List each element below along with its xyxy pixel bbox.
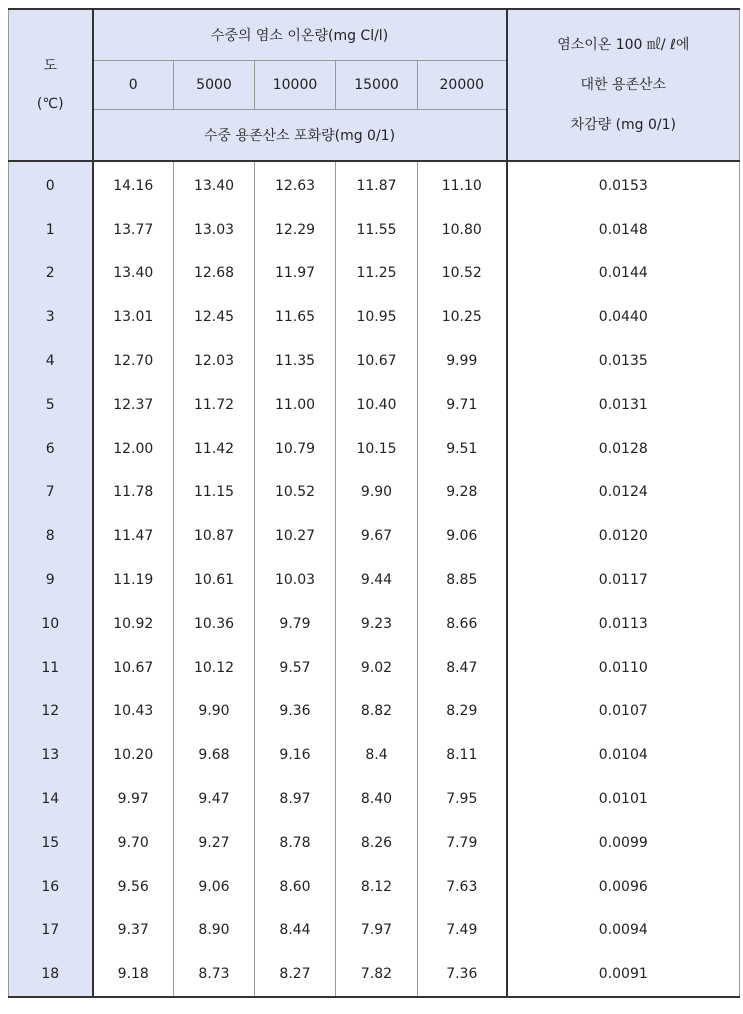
saturation-cell: 11.00 bbox=[255, 383, 336, 427]
saturation-cell: 8.11 bbox=[418, 733, 507, 777]
saturation-cell: 8.29 bbox=[418, 690, 507, 734]
saturation-cell: 10.27 bbox=[255, 514, 336, 558]
decrease-cell: 0.0148 bbox=[507, 208, 740, 252]
saturation-cell: 7.49 bbox=[418, 909, 507, 953]
decrease-cell: 0.0135 bbox=[507, 339, 740, 383]
decrease-header-line3: 차감량 (mg 0/1) bbox=[570, 117, 677, 133]
saturation-cell: 13.03 bbox=[174, 208, 255, 252]
temperature-cell: 2 bbox=[9, 252, 93, 296]
temperature-cell: 7 bbox=[9, 471, 93, 515]
saturation-cell: 9.18 bbox=[93, 952, 174, 997]
saturation-cell: 9.47 bbox=[174, 777, 255, 821]
decrease-cell: 0.0144 bbox=[507, 252, 740, 296]
saturation-cell: 9.51 bbox=[418, 427, 507, 471]
saturation-cell: 8.97 bbox=[255, 777, 336, 821]
table-row bbox=[9, 295, 740, 339]
saturation-cell: 13.40 bbox=[93, 252, 174, 296]
decrease-cell: 0.0440 bbox=[507, 295, 740, 339]
saturation-cell: 10.95 bbox=[336, 295, 418, 339]
saturation-cell: 9.90 bbox=[336, 471, 418, 515]
saturation-cell: 13.40 bbox=[174, 161, 255, 208]
decrease-cell: 0.0107 bbox=[507, 690, 740, 734]
table-row bbox=[9, 690, 740, 734]
saturation-cell: 12.68 bbox=[174, 252, 255, 296]
saturation-cell: 7.79 bbox=[418, 821, 507, 865]
table-row bbox=[9, 733, 740, 777]
temperature-cell: 18 bbox=[9, 952, 93, 997]
chloride-level-header: 5000 bbox=[174, 61, 255, 110]
table-row bbox=[9, 777, 740, 821]
saturation-cell: 12.63 bbox=[255, 161, 336, 208]
table-row bbox=[9, 161, 740, 208]
temperature-cell: 8 bbox=[9, 514, 93, 558]
decrease-cell: 0.0113 bbox=[507, 602, 740, 646]
temperature-cell: 11 bbox=[9, 646, 93, 690]
saturation-cell: 9.28 bbox=[418, 471, 507, 515]
decrease-header bbox=[507, 9, 740, 161]
table-row bbox=[9, 339, 740, 383]
table-row bbox=[9, 821, 740, 865]
decrease-cell: 0.0104 bbox=[507, 733, 740, 777]
chloride-group-header: 수중의 염소 이온량(mg Cl/l) bbox=[93, 9, 507, 61]
saturation-cell: 9.06 bbox=[418, 514, 507, 558]
table-row bbox=[9, 514, 740, 558]
decrease-cell: 0.0117 bbox=[507, 558, 740, 602]
saturation-cell: 9.23 bbox=[336, 602, 418, 646]
oxygen-saturation-table bbox=[8, 8, 740, 998]
saturation-cell: 11.15 bbox=[174, 471, 255, 515]
temperature-cell: 6 bbox=[9, 427, 93, 471]
saturation-cell: 10.12 bbox=[174, 646, 255, 690]
saturation-cell: 12.37 bbox=[93, 383, 174, 427]
decrease-cell: 0.0120 bbox=[507, 514, 740, 558]
table-container bbox=[8, 8, 739, 998]
saturation-cell: 7.97 bbox=[336, 909, 418, 953]
saturation-cell: 8.82 bbox=[336, 690, 418, 734]
saturation-cell: 10.20 bbox=[93, 733, 174, 777]
saturation-cell: 11.25 bbox=[336, 252, 418, 296]
table-header bbox=[9, 9, 740, 161]
temperature-cell: 15 bbox=[9, 821, 93, 865]
saturation-cell: 10.79 bbox=[255, 427, 336, 471]
table-row bbox=[9, 383, 740, 427]
saturation-cell: 9.79 bbox=[255, 602, 336, 646]
saturation-cell: 8.44 bbox=[255, 909, 336, 953]
decrease-cell: 0.0099 bbox=[507, 821, 740, 865]
saturation-cell: 8.40 bbox=[336, 777, 418, 821]
saturation-cell: 9.16 bbox=[255, 733, 336, 777]
table-row bbox=[9, 252, 740, 296]
table-row bbox=[9, 427, 740, 471]
saturation-cell: 10.52 bbox=[255, 471, 336, 515]
temperature-cell: 1 bbox=[9, 208, 93, 252]
saturation-cell: 8.12 bbox=[336, 865, 418, 909]
saturation-cell: 13.77 bbox=[93, 208, 174, 252]
chloride-level-header: 0 bbox=[93, 61, 174, 110]
saturation-cell: 9.06 bbox=[174, 865, 255, 909]
saturation-cell: 10.15 bbox=[336, 427, 418, 471]
temperature-cell: 13 bbox=[9, 733, 93, 777]
table-row bbox=[9, 602, 740, 646]
saturation-cell: 8.90 bbox=[174, 909, 255, 953]
saturation-cell: 8.26 bbox=[336, 821, 418, 865]
saturation-header: 수중 용존산소 포화량(mg 0/1) bbox=[93, 110, 507, 162]
saturation-cell: 7.36 bbox=[418, 952, 507, 997]
saturation-cell: 11.19 bbox=[93, 558, 174, 602]
saturation-cell: 8.4 bbox=[336, 733, 418, 777]
saturation-cell: 9.90 bbox=[174, 690, 255, 734]
temperature-cell: 4 bbox=[9, 339, 93, 383]
saturation-cell: 9.37 bbox=[93, 909, 174, 953]
saturation-cell: 11.10 bbox=[418, 161, 507, 208]
decrease-cell: 0.0096 bbox=[507, 865, 740, 909]
saturation-cell: 10.40 bbox=[336, 383, 418, 427]
temperature-header bbox=[9, 9, 93, 161]
saturation-cell: 9.67 bbox=[336, 514, 418, 558]
temperature-cell: 12 bbox=[9, 690, 93, 734]
decrease-cell: 0.0110 bbox=[507, 646, 740, 690]
table-body bbox=[9, 161, 740, 997]
saturation-cell: 9.70 bbox=[93, 821, 174, 865]
decrease-cell: 0.0101 bbox=[507, 777, 740, 821]
saturation-cell: 7.82 bbox=[336, 952, 418, 997]
saturation-cell: 7.95 bbox=[418, 777, 507, 821]
saturation-cell: 9.56 bbox=[93, 865, 174, 909]
saturation-cell: 8.27 bbox=[255, 952, 336, 997]
saturation-cell: 9.27 bbox=[174, 821, 255, 865]
saturation-cell: 8.47 bbox=[418, 646, 507, 690]
temperature-cell: 0 bbox=[9, 161, 93, 208]
saturation-cell: 13.01 bbox=[93, 295, 174, 339]
saturation-cell: 10.25 bbox=[418, 295, 507, 339]
saturation-cell: 10.03 bbox=[255, 558, 336, 602]
temperature-cell: 3 bbox=[9, 295, 93, 339]
saturation-cell: 9.44 bbox=[336, 558, 418, 602]
saturation-cell: 10.67 bbox=[93, 646, 174, 690]
temperature-cell: 14 bbox=[9, 777, 93, 821]
table-row bbox=[9, 558, 740, 602]
table-row bbox=[9, 909, 740, 953]
decrease-cell: 0.0153 bbox=[507, 161, 740, 208]
saturation-cell: 14.16 bbox=[93, 161, 174, 208]
decrease-header-line2: 대한 용존산소 bbox=[580, 77, 667, 93]
saturation-cell: 11.65 bbox=[255, 295, 336, 339]
saturation-cell: 7.63 bbox=[418, 865, 507, 909]
chloride-level-header: 20000 bbox=[418, 61, 507, 110]
saturation-cell: 8.66 bbox=[418, 602, 507, 646]
saturation-cell: 10.43 bbox=[93, 690, 174, 734]
saturation-cell: 11.35 bbox=[255, 339, 336, 383]
chloride-level-header: 15000 bbox=[336, 61, 418, 110]
decrease-cell: 0.0131 bbox=[507, 383, 740, 427]
saturation-cell: 9.68 bbox=[174, 733, 255, 777]
saturation-cell: 9.36 bbox=[255, 690, 336, 734]
saturation-cell: 9.99 bbox=[418, 339, 507, 383]
saturation-cell: 12.29 bbox=[255, 208, 336, 252]
decrease-cell: 0.0128 bbox=[507, 427, 740, 471]
saturation-cell: 10.92 bbox=[93, 602, 174, 646]
saturation-cell: 12.03 bbox=[174, 339, 255, 383]
saturation-cell: 8.60 bbox=[255, 865, 336, 909]
saturation-cell: 10.80 bbox=[418, 208, 507, 252]
temperature-header-line1: 도 bbox=[43, 58, 58, 74]
temperature-header-line2: (℃) bbox=[36, 96, 64, 112]
decrease-header-line1: 염소이온 100 ㎖/ ℓ에 bbox=[557, 37, 690, 53]
saturation-cell: 12.45 bbox=[174, 295, 255, 339]
temperature-cell: 16 bbox=[9, 865, 93, 909]
table-row bbox=[9, 865, 740, 909]
saturation-cell: 10.52 bbox=[418, 252, 507, 296]
saturation-cell: 11.55 bbox=[336, 208, 418, 252]
saturation-cell: 11.72 bbox=[174, 383, 255, 427]
saturation-cell: 11.97 bbox=[255, 252, 336, 296]
table-row bbox=[9, 952, 740, 997]
saturation-cell: 12.70 bbox=[93, 339, 174, 383]
temperature-cell: 10 bbox=[9, 602, 93, 646]
saturation-cell: 9.02 bbox=[336, 646, 418, 690]
decrease-cell: 0.0124 bbox=[507, 471, 740, 515]
saturation-cell: 11.42 bbox=[174, 427, 255, 471]
saturation-cell: 10.36 bbox=[174, 602, 255, 646]
saturation-cell: 10.61 bbox=[174, 558, 255, 602]
table-row bbox=[9, 471, 740, 515]
decrease-cell: 0.0091 bbox=[507, 952, 740, 997]
saturation-cell: 10.67 bbox=[336, 339, 418, 383]
saturation-cell: 11.47 bbox=[93, 514, 174, 558]
saturation-cell: 8.73 bbox=[174, 952, 255, 997]
saturation-cell: 9.57 bbox=[255, 646, 336, 690]
chloride-level-header: 10000 bbox=[255, 61, 336, 110]
temperature-cell: 5 bbox=[9, 383, 93, 427]
temperature-cell: 17 bbox=[9, 909, 93, 953]
saturation-cell: 11.87 bbox=[336, 161, 418, 208]
saturation-cell: 9.71 bbox=[418, 383, 507, 427]
saturation-cell: 12.00 bbox=[93, 427, 174, 471]
table-row bbox=[9, 646, 740, 690]
saturation-cell: 8.85 bbox=[418, 558, 507, 602]
saturation-cell: 8.78 bbox=[255, 821, 336, 865]
decrease-cell: 0.0094 bbox=[507, 909, 740, 953]
saturation-cell: 10.87 bbox=[174, 514, 255, 558]
saturation-cell: 9.97 bbox=[93, 777, 174, 821]
saturation-cell: 11.78 bbox=[93, 471, 174, 515]
table-row bbox=[9, 208, 740, 252]
temperature-cell: 9 bbox=[9, 558, 93, 602]
